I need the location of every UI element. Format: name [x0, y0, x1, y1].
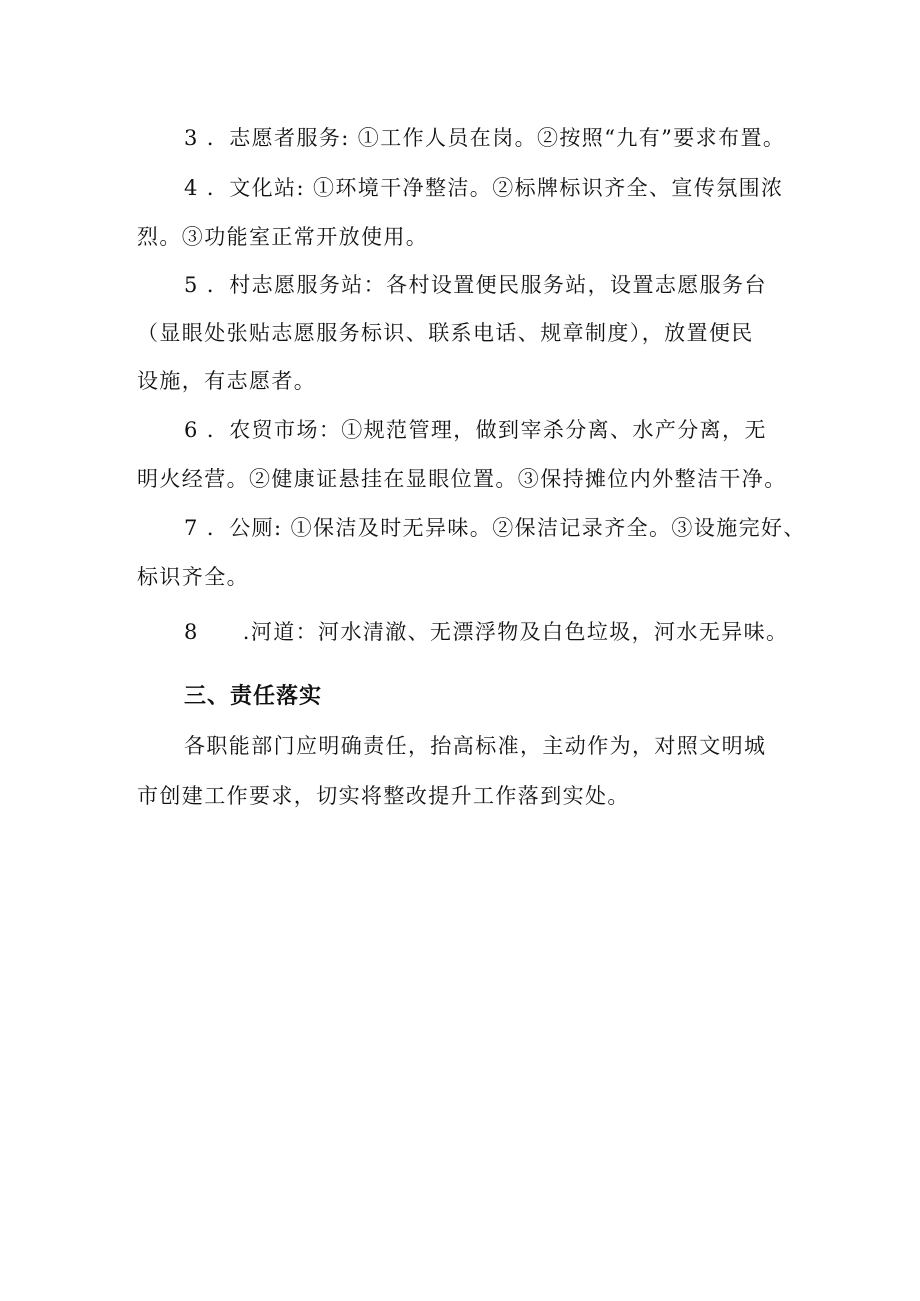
item-3-line-1 [184, 123, 785, 153]
item-4-line-2 [137, 222, 428, 252]
section-text: 市创建工作要求，切实将整改提升工作落到实处。 [137, 784, 630, 808]
item-text: ．文化站: ①环境干净整洁。②标牌标识齐全、宣传氛围浓 [206, 176, 784, 200]
section-body-line-1 [184, 731, 766, 761]
item-8-line-1 [184, 617, 788, 647]
item-5-line-2 [137, 318, 754, 348]
item-4-line-1 [184, 173, 783, 203]
section-text: 各职能部门应明确责任，抬高标准，主动作为，对照文明城 [184, 734, 767, 758]
item-number: 6 [184, 418, 199, 442]
item-number: 5 [184, 273, 199, 297]
item-7-line-2 [137, 562, 249, 592]
item-text: 设施，有志愿者。 [137, 369, 317, 393]
item-6-line-1 [184, 415, 767, 445]
item-number: 3 [184, 126, 199, 150]
item-text: ．志愿者服务: ①工作人员在岗。②按照“九有”要求布置。 [206, 126, 786, 150]
item-7-line-1 [184, 513, 806, 543]
item-text: （显眼处张贴志愿服务标识、联系电话、规章制度），放置便民 [137, 321, 754, 345]
item-text: 标识齐全。 [137, 565, 249, 589]
item-text: ．公厕: ①保洁及时无异味。②保洁记录齐全。③设施完好、 [206, 516, 806, 540]
item-text: 明火经营。②健康证悬挂在显眼位置。③保持摊位内外整洁干净。 [137, 467, 787, 491]
item-number: 7 [184, 516, 199, 540]
item-number: 4 [184, 176, 199, 200]
item-5-line-1 [184, 270, 767, 300]
item-text: .河道：河水清澈、无漂浮物及白色垃圾，河水无异味。 [242, 620, 789, 644]
item-number: 8 [184, 620, 199, 644]
item-text: 烈。③功能室正常开放使用。 [137, 225, 429, 249]
section-body-line-2 [137, 781, 630, 811]
item-text: ．农贸市场：①规范管理，做到宰杀分离、水产分离，无 [206, 418, 767, 442]
item-text: ．村志愿服务站：各村设置便民服务站，设置志愿服务台 [206, 273, 767, 297]
item-5-line-3 [137, 366, 316, 396]
item-6-line-2 [137, 464, 787, 494]
section-heading: 三、责任落实 [184, 684, 323, 709]
